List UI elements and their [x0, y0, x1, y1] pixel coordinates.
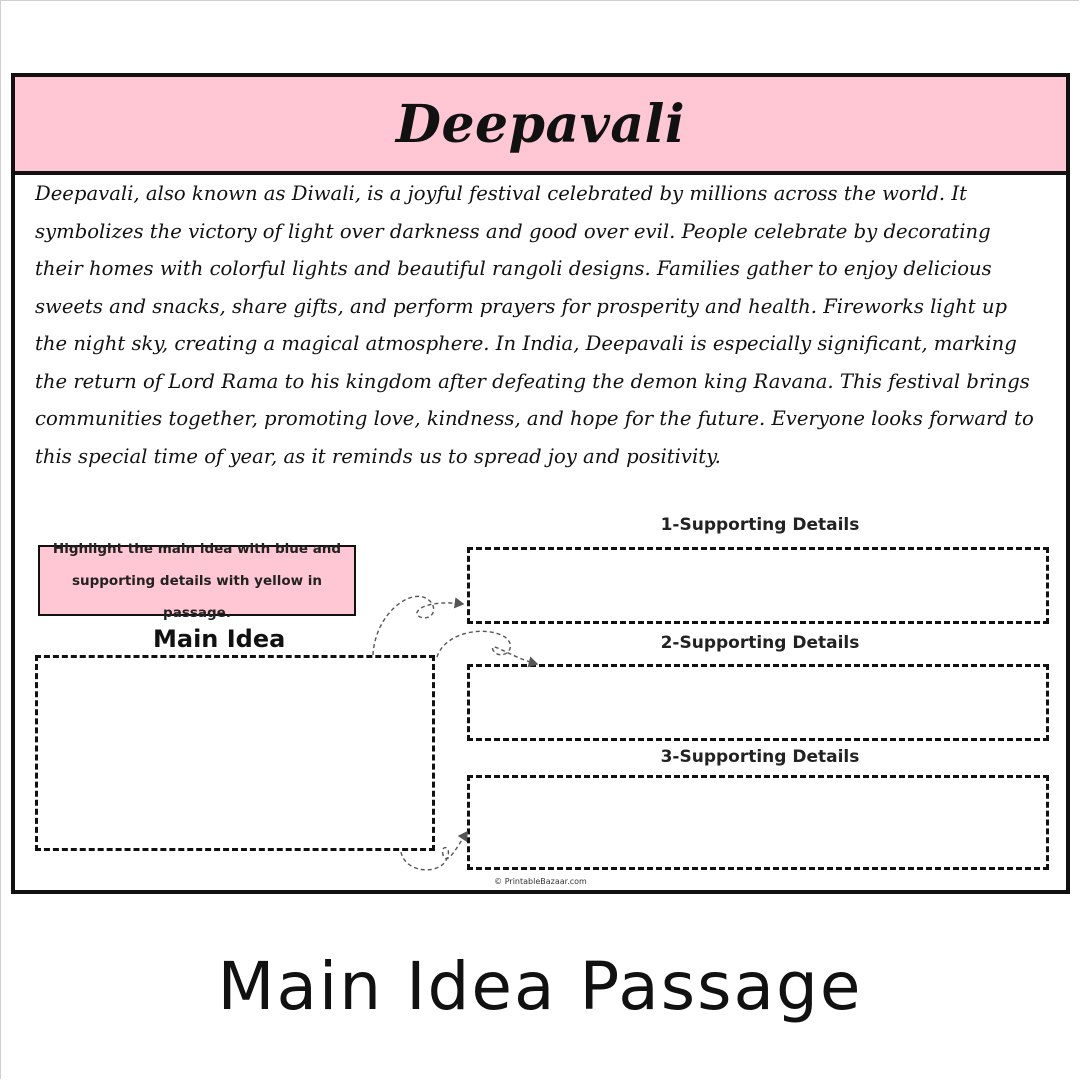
caption-text: Main Idea Passage	[217, 948, 863, 1025]
worksheet-title: Deepavali	[395, 93, 686, 155]
passage-text: Deepavali, also known as Diwali, is a joyful festival celebrated by millions across the world. It symbolizes the victory of light over darkness and good over evil. People celebrate by decorating their homes with colorful lights and beautiful rangoli designs. Families gather to enjoy delicious sweets and snacks, share gifts, and perform prayers for prosperity and health. Fireworks light up the night sky, creating a magical atmosphere. In India, Deepavali is especially significant, marking the return of Lord Rama to his kingdom after defeating the demon king Ravana. This festival brings communities together, promoting love, kindness, and hope for the future. Everyone looks forward to this special time of year, as it reminds us to spread joy and positivity.	[35, 182, 1034, 468]
detail-box-2[interactable]	[467, 664, 1049, 741]
instruction-line-2: supporting details with yellow in passage.	[71, 572, 323, 621]
arrow-to-detail-1	[373, 596, 463, 655]
detail-label-1: 1-Supporting Details	[660, 515, 860, 535]
detail-label-3: 3-Supporting Details	[660, 747, 860, 767]
title-bar	[15, 77, 1066, 175]
detail-label-2: 2-Supporting Details	[660, 633, 860, 653]
instruction-line-1: Highlight the main idea with blue and	[52, 540, 342, 557]
detail-box-1[interactable]	[467, 547, 1049, 624]
worksheet	[11, 73, 1070, 894]
copyright-text: © PrintableBazaar.com	[494, 877, 587, 886]
instruction-box	[38, 540, 356, 621]
detail-box-3[interactable]	[467, 775, 1049, 870]
main-idea-label: Main Idea	[153, 625, 286, 653]
main-idea-box[interactable]	[35, 655, 435, 851]
